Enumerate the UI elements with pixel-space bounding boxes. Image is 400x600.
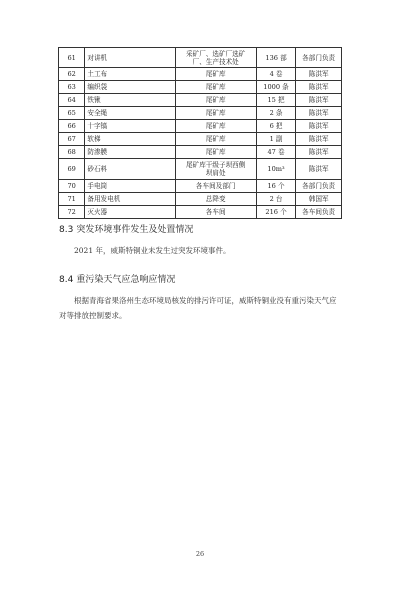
storage-location-cell: [175, 81, 256, 94]
location-line: 尾矿库: [205, 135, 226, 144]
quantity-cell: 2 台: [256, 192, 296, 205]
location-line: 坝肩处: [205, 169, 226, 178]
item-name-cell: 灭火器: [85, 205, 175, 218]
item-name-cell: 备用发电机: [85, 192, 175, 205]
quantity-cell: 1 副: [256, 133, 296, 146]
section-8-4-heading: [59, 272, 175, 285]
quantity-cell: 16 个: [256, 179, 296, 192]
section-8-3-heading: [59, 222, 193, 235]
table-row: [59, 120, 342, 133]
row-number-cell: 67: [59, 133, 85, 146]
quantity-cell: 2 条: [256, 107, 296, 120]
location-line: 厂、生产技术处: [192, 57, 239, 66]
section-title: 重污染天气应急响应情况: [76, 275, 176, 285]
storage-location-cell: [175, 159, 256, 179]
table-row: [59, 179, 342, 192]
responsible-person-cell: 各部门负责: [296, 48, 342, 68]
responsible-person-cell: 陈洪军: [296, 68, 342, 81]
row-number-cell: 70: [59, 179, 85, 192]
section-number: 8.3: [59, 225, 74, 235]
responsible-person-cell: 陈洪军: [296, 94, 342, 107]
item-name-cell: 安全绳: [85, 107, 175, 120]
row-number-cell: 61: [59, 48, 85, 68]
location-line: 尾矿库: [205, 70, 226, 79]
item-name-cell: 砂石料: [85, 159, 175, 179]
table-row: [59, 68, 342, 81]
storage-location-cell: [175, 179, 256, 192]
responsible-person-cell: 陈洪军: [296, 146, 342, 159]
location-line: 尾矿库: [205, 109, 226, 118]
quantity-cell: 15 把: [256, 94, 296, 107]
location-line: 尾矿库干级子坝西侧: [186, 160, 246, 169]
section-number: 8.4: [59, 275, 74, 285]
item-name-cell: 土工布: [85, 68, 175, 81]
item-name-cell: 对讲机: [85, 48, 175, 68]
storage-location-cell: [175, 192, 256, 205]
emergency-supplies-table: [58, 47, 342, 219]
item-name-cell: 手电筒: [85, 179, 175, 192]
page-number: 26: [195, 550, 205, 558]
storage-location-cell: [175, 94, 256, 107]
row-number-cell: 64: [59, 94, 85, 107]
table-row: [59, 192, 342, 205]
storage-location-cell: [175, 107, 256, 120]
item-name-cell: 铁锹: [85, 94, 175, 107]
row-number-cell: 65: [59, 107, 85, 120]
row-number-cell: 69: [59, 159, 85, 179]
quantity-cell: 136 部: [256, 48, 296, 68]
item-name-cell: 软梯: [85, 133, 175, 146]
table-row: [59, 48, 342, 68]
storage-location-cell: [175, 146, 256, 159]
table-row: [59, 81, 342, 94]
table-row: [59, 159, 342, 179]
storage-location-cell: [175, 68, 256, 81]
responsible-person-cell: 陈洪军: [296, 81, 342, 94]
item-name-cell: 编织袋: [85, 81, 175, 94]
quantity-cell: 6 把: [256, 120, 296, 133]
section-title: 突发环境事件发生及处置情况: [76, 225, 194, 235]
row-number-cell: 63: [59, 81, 85, 94]
table-body: [59, 48, 342, 219]
quantity-cell: 10m³: [256, 159, 296, 179]
responsible-person-cell: 各部门负责: [296, 179, 342, 192]
storage-location-cell: [175, 205, 256, 218]
storage-location-cell: [175, 120, 256, 133]
row-number-cell: 71: [59, 192, 85, 205]
responsible-person-cell: 陈洪军: [296, 120, 342, 133]
table-row: [59, 146, 342, 159]
row-number-cell: 66: [59, 120, 85, 133]
responsible-person-cell: 陈洪军: [296, 107, 342, 120]
location-line: 尾矿库: [205, 96, 226, 105]
location-line: 各车间及部门: [195, 181, 236, 190]
row-number-cell: 72: [59, 205, 85, 218]
location-line: 总降变: [205, 194, 226, 203]
item-name-cell: 十字镐: [85, 120, 175, 133]
storage-location-cell: [175, 48, 256, 68]
quantity-cell: 216 个: [256, 205, 296, 218]
table-row: [59, 94, 342, 107]
location-line: 尾矿库: [205, 148, 226, 157]
row-number-cell: 68: [59, 146, 85, 159]
location-line: 尾矿库: [205, 83, 226, 92]
location-line: 尾矿库: [205, 122, 226, 131]
location-line: 各车间: [205, 207, 226, 216]
quantity-cell: 47 卷: [256, 146, 296, 159]
item-name-cell: 防渗膜: [85, 146, 175, 159]
storage-location-cell: [175, 133, 256, 146]
responsible-person-cell: 各车间负责: [296, 205, 342, 218]
responsible-person-cell: 陈洪军: [296, 133, 342, 146]
table-row: [59, 107, 342, 120]
row-number-cell: 62: [59, 68, 85, 81]
table-row: [59, 133, 342, 146]
quantity-cell: 4 卷: [256, 68, 296, 81]
table-row: [59, 205, 342, 218]
responsible-person-cell: 陈洪军: [296, 159, 342, 179]
section-8-3-paragraph: 2021 年，威斯特铜业未发生过突发环境事件。: [74, 246, 231, 255]
section-8-4-paragraph: 根据青海省果洛州生态环境局核发的排污许可证，威斯特铜业没有重污染天气应对等排放控制要求。: [59, 296, 337, 320]
responsible-person-cell: 韩国军: [296, 192, 342, 205]
location-line: 采矿厂、选矿厂选矿: [186, 49, 246, 58]
quantity-cell: 1000 条: [256, 81, 296, 94]
